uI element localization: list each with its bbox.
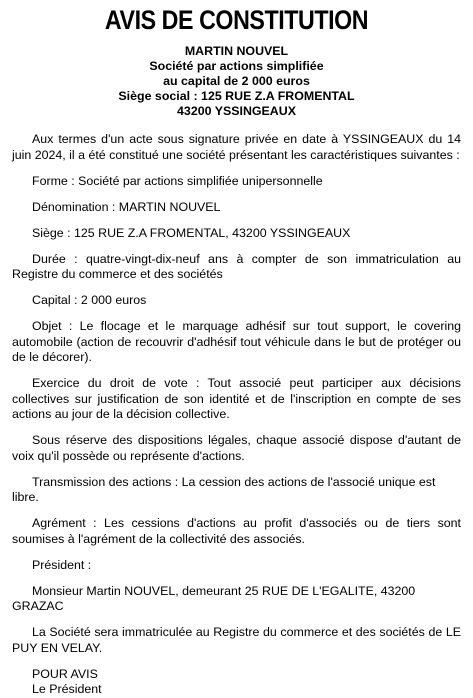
form-paragraph: Forme : Société par actions simplifiée unipersonnelle	[32, 173, 323, 188]
capital-paragraph: Capital : 2 000 euros	[32, 293, 147, 307]
company-postal-city: 43200 YSSINGEAUX	[177, 104, 296, 118]
company-name: MARTIN NOUVEL	[184, 44, 289, 58]
duration-paragraph: Durée : quatre-vingt-dix-neuf ans à compter de son immatriculation au Registre du commerce et des sociétés	[12, 251, 461, 281]
purpose-paragraph: Objet : Le flocage et le marquage adhésif sur tout support, le covering automobile (action de recouvrir d'adhésif tout véhicule dans le but de protéger ou de le décorer).	[12, 319, 461, 364]
approval-paragraph: Agrément : Les cessions d'actions au profit d'associés ou de tiers sont soumises à l'agrément de la collectivité des associés.	[12, 516, 461, 546]
company-registered-office: Siège social : 125 RUE Z.A FROMENTAL	[118, 89, 355, 103]
notice-title: AVIS DE CONSTITUTION	[104, 5, 369, 35]
denomination-paragraph: Dénomination : MARTIN NOUVEL	[32, 199, 221, 214]
legal-notice	[0, 4, 473, 696]
voting-rights-paragraph: Exercice du droit de vote : Tout associé peut participer aux décisions collectives sur justification de son identité et de l'inscription en compte de ses actions au jour de la décision collective.	[12, 376, 461, 421]
votes-paragraph: Sous réserve des dispositions légales, chaque associé dispose d'autant de voix qu'il possède ou représente d'actions.	[12, 433, 461, 463]
company-form: Société par actions simplifiée	[149, 59, 324, 73]
share-transfer-paragraph: Transmission des actions : La cession des actions de l'associé unique est libre.	[12, 474, 436, 504]
president-heading: Président :	[32, 557, 92, 572]
president-paragraph: Monsieur Martin NOUVEL, demeurant 25 RUE DE L'EGALITE, 43200 GRAZAC	[12, 583, 416, 613]
seat-paragraph: Siège : 125 RUE Z.A FROMENTAL, 43200 YSSINGEAUX	[32, 225, 351, 240]
registration-paragraph: La Société sera immatriculée au Registre du commerce et des sociétés de LE PUY EN VELAY.	[12, 625, 461, 655]
company-header	[12, 44, 461, 119]
intro-paragraph: Aux termes d'un acte sous signature privée en date à YSSINGEAUX du 14 juin 2024, il a été constitué une société présentant les caractéristiques suivantes :	[12, 132, 461, 162]
closing-pour-avis: POUR AVIS	[32, 666, 98, 681]
notice-body	[12, 132, 461, 698]
closing-signatory: Le Président	[32, 682, 102, 696]
company-capital: au capital de 2 000 euros	[163, 74, 310, 88]
